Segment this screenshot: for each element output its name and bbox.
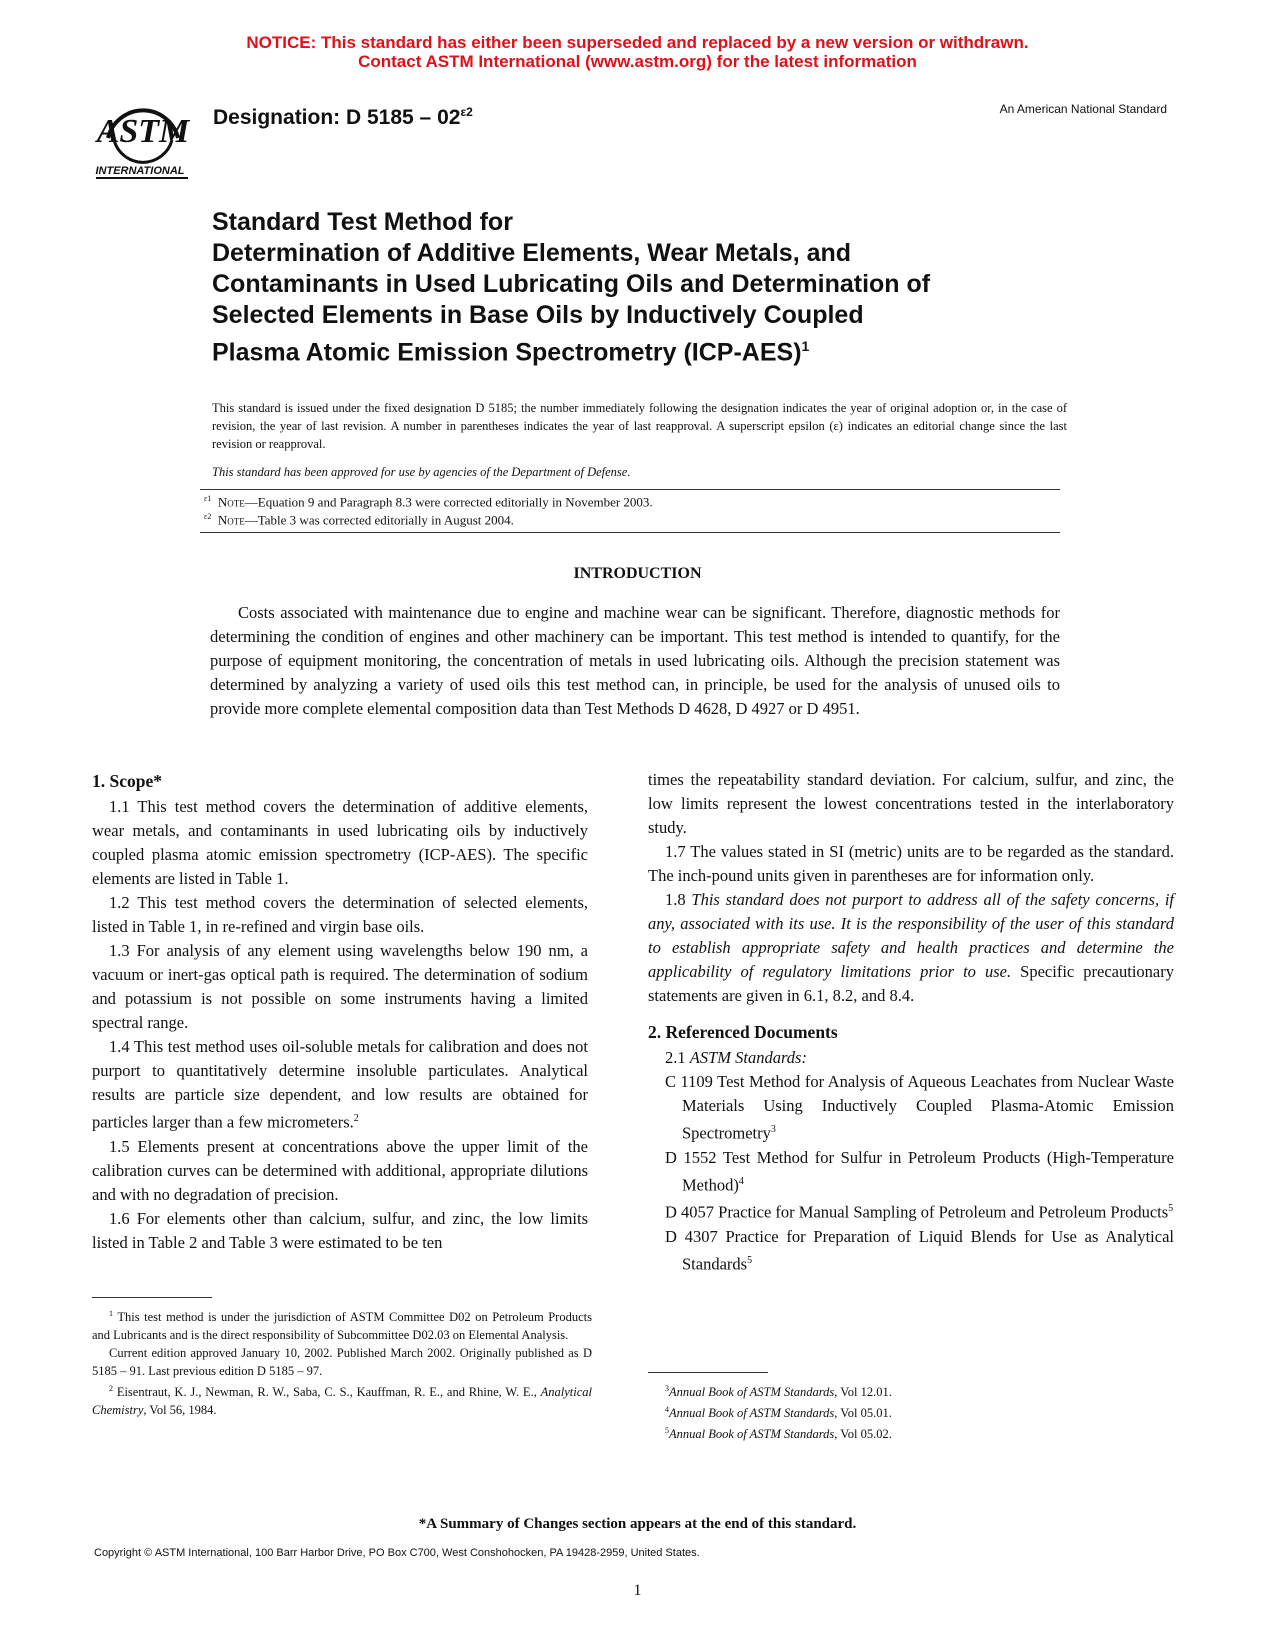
- para-1-8: 1.8 This standard does not purport to address all of the safety concerns, if any, associated with its use. It is the responsibility of the user of this standard to establish appropriate safety and health practices and determine the applicability of regulatory limitations prior to use. Specific precautionary statements are given in 6.1, 8.2, and 8.4.: [648, 890, 1174, 1005]
- title-footnote-ref: 1: [801, 338, 810, 354]
- document-title: [212, 207, 1092, 368]
- title-line-1: Standard Test Method for: [212, 208, 513, 236]
- footnote-4: $^4$Annual Book of ASTM Standards, Vol 05.01.: [665, 1405, 892, 1421]
- footnote-1: $^1$ This test method is under the jurisdiction of ASTM Committee D02 on Petroleum Products and Lubricants and is the direct responsibility of Subcommittee D02.03 on Elemental Analysis.: [92, 1309, 592, 1343]
- section-2-heading: 2. Referenced Documents: [648, 1022, 838, 1042]
- page-number: 1: [633, 1582, 642, 1599]
- para-1-1: 1.1 This test method covers the determination of additive elements, wear metals, and contaminants in used lubricating oils by inductively coupled plasma atomic emission spectrometry (ICP-AES). The specific elements are listed in Table 1.: [92, 797, 588, 888]
- footnotes-left: [92, 1305, 592, 1419]
- footnote-5: $^5$Annual Book of ASTM Standards, Vol 05.02.: [665, 1426, 892, 1442]
- para-1-3: 1.3 For analysis of any element using wavelengths below 190 nm, a vacuum or inert-gas optical path is required. The determination of sodium and potassium is not possible on some instruments having a limited spectral range.: [92, 941, 588, 1032]
- astm-logo: [92, 80, 194, 180]
- footnote-1-edition: Current edition approved January 10, 2002. Published March 2002. Originally published as D 5185 – 91. Last previous edition D 5185 – 97.: [92, 1346, 592, 1379]
- notice-line-2: Contact ASTM International (www.astm.org) for the latest information: [358, 52, 917, 71]
- para-1-4: 1.4 This test method uses oil-soluble metals for calibration and does not purport to quantitatively determine insoluble particulates. Analytical results are particle size dependent, and low results are obtained for particles larger than a few micrometers.$^2$: [92, 1037, 588, 1132]
- reference-d4307: D 4307 Practice for Preparation of Liquid Blends for Use as Analytical Standards$^5$: [665, 1226, 1174, 1273]
- reference-d4057: D 4057 Practice for Manual Sampling of Petroleum and Petroleum Products$^5$: [665, 1202, 1174, 1222]
- designation-text: Designation: D 5185 – 02: [213, 106, 461, 129]
- editorial-note-1: $^{\varepsilon 1}$ Note—Equation 9 and Paragraph 8.3 were corrected editorially in November 2003.: [204, 494, 653, 510]
- title-line-4: Selected Elements in Base Oils by Inductively Coupled: [212, 301, 864, 329]
- footnote-divider-left: [92, 1297, 212, 1298]
- notice-line-1: NOTICE: This standard has either been superseded and replaced by a new version or withdrawn.: [246, 33, 1029, 52]
- para-1-6-continued: times the repeatability standard deviation. For calcium, sulfur, and zinc, the low limits represent the lowest concentrations tested in the interlaboratory study.: [648, 770, 1174, 837]
- editorial-note-2: $^{\varepsilon 2}$ Note—Table 3 was corrected editorially in August 2004.: [204, 512, 514, 528]
- designation-epsilon: ε2: [460, 105, 473, 119]
- logo-international-text: INTERNATIONAL: [95, 165, 185, 177]
- title-line-2: Determination of Additive Elements, Wear Metals, and: [212, 239, 852, 267]
- logo-letters: ASTM: [96, 113, 190, 150]
- reference-d1552: D 1552 Test Method for Sulfur in Petroleum Products (High-Temperature Method)$^4$: [665, 1147, 1174, 1194]
- dod-approval: This standard has been approved for use by agencies of the Department of Defense.: [212, 465, 631, 479]
- right-column: [648, 768, 1174, 1276]
- designation: [213, 105, 473, 130]
- withdrawal-notice: [0, 33, 1275, 71]
- summary-of-changes-note: *A Summary of Changes section appears at the end of this standard.: [418, 1516, 857, 1532]
- issued-statement: This standard is issued under the fixed designation D 5185; the number immediately following the designation indicates the year of original adoption or, in the case of revision, the year of last revision. A number in parentheses indicates the year of last reapproval. A superscript epsilon (ε) indicates an editorial change since the last revision or reapproval.: [212, 401, 1067, 451]
- title-line-3: Contaminants in Used Lubricating Oils and Determination of: [212, 270, 931, 298]
- para-1-5: 1.5 Elements present at concentrations above the upper limit of the calibration curves can be determined with additional, appropriate dilutions and with no degradation of precision.: [92, 1136, 588, 1204]
- title-line-5: Plasma Atomic Emission Spectrometry (ICP-AES): [212, 338, 802, 367]
- divider: [200, 489, 1060, 490]
- section-1-heading: 1. Scope*: [92, 771, 162, 791]
- reference-c1109: C 1109 Test Method for Analysis of Aqueous Leachates from Nuclear Waste Materials Using Inductively Coupled Plasma-Atomic Emission Spectrometry$^3$: [665, 1072, 1174, 1143]
- introduction-text: Costs associated with maintenance due to engine and machine wear can be significant. Therefore, diagnostic methods for determining the condition of engines and other machinery can be important. This test method is intended to quantify, for the purpose of equipment monitoring, the concentration of metals in used lubricating oils. Although the precision statement was determined by analyzing a variety of used oils this test method can, in principle, be used for the analysis of unused oils to provide more complete elemental composition data than Test Methods D 4628, D 4927 or D 4951.: [210, 603, 1060, 718]
- left-column: [92, 767, 588, 1255]
- footnote-ref-2: 2: [353, 1113, 359, 1124]
- footnotes-right: [648, 1380, 1168, 1443]
- footnote-divider-right: [648, 1372, 768, 1373]
- american-national-standard: An American National Standard: [999, 102, 1167, 116]
- footnote-2: $^2$ Eisentraut, K. J., Newman, R. W., Saba, C. S., Kauffman, R. E., and Rhine, W. E., Analytical Chemistry, Vol 56, 1984.: [92, 1384, 593, 1418]
- divider: [200, 532, 1060, 533]
- copyright: Copyright © ASTM International, 100 Barr Harbor Drive, PO Box C700, West Conshohocken, PA 19428-2959, United States.: [94, 1547, 700, 1559]
- introduction-heading: INTRODUCTION: [573, 565, 702, 582]
- para-1-6: 1.6 For elements other than calcium, sulfur, and zinc, the low limits listed in Table 2 and Table 3 were estimated to be ten: [92, 1208, 588, 1252]
- para-2-1: 2.1 ASTM Standards:: [665, 1048, 807, 1067]
- para-1-2: 1.2 This test method covers the determination of selected elements, listed in Table 1, in re-refined and virgin base oils.: [92, 893, 588, 936]
- footnote-3: $^3$Annual Book of ASTM Standards, Vol 12.01.: [665, 1384, 892, 1400]
- para-1-7: 1.7 The values stated in SI (metric) units are to be regarded as the standard. The inch-pound units given in parentheses are for information only.: [648, 842, 1174, 885]
